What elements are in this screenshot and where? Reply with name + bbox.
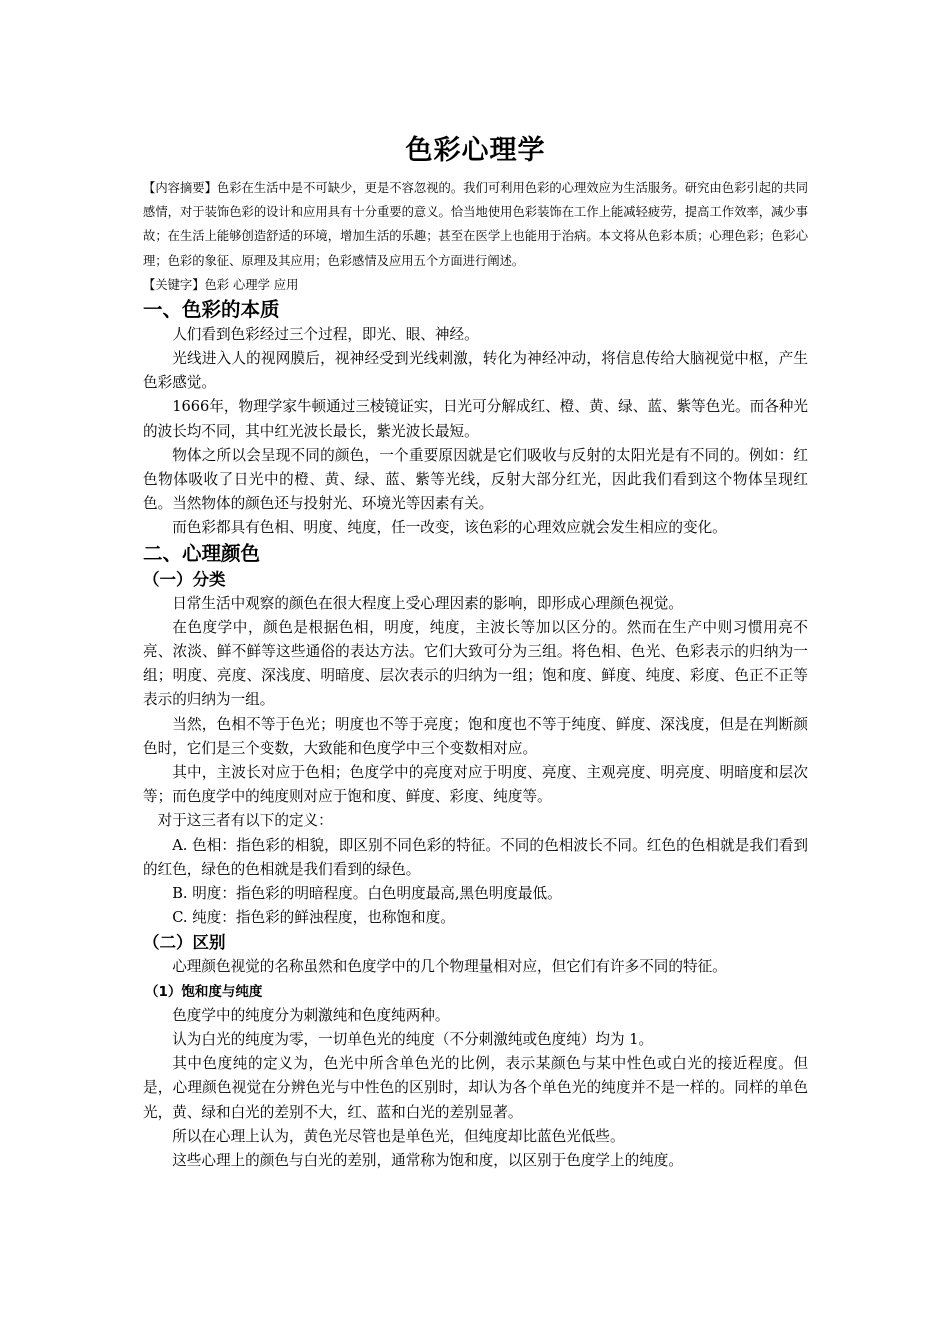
paragraph: 而色彩都具有色相、明度、纯度，任一改变，该色彩的心理效应就会发生相应的变化。 xyxy=(172,519,727,537)
keywords: 【关键字】色彩 心理学 应用 xyxy=(143,277,299,292)
paragraph: 其中，主波长对应于色相；色度学中的亮度对应于明度、亮度、主观亮度、明亮度、明暗度和层次等；而色度学中的纯度则对应于饱和度、鲜度、彩度、纯度等。 xyxy=(143,764,808,806)
paragraph: 心理颜色视觉的名称虽然和色度学中的几个物理量相对应，但它们有许多不同的特征。 xyxy=(172,958,727,976)
abstract: 【内容摘要】色彩在生活中是不可缺少，更是不容忽视的。我们可利用色彩的心理效应为生活服务。研究由色彩引起的共同感情，对于装饰色彩的设计和应用具有十分重要的意义。恰当地使用色彩装饰在工作上能减轻疲劳，提高工作效率，减少事故；在生活上能够创造舒适的环境，增加生活的乐趣；甚至在医学上也能用于治病。本文将从色彩本质；心理色彩；色彩心理；色彩的象征、原理及其应用；色彩感情及应用五个方面进行阐述。 xyxy=(143,181,808,268)
paragraph: 色度学中的纯度分为刺激纯和色度纯两种。 xyxy=(172,1006,450,1024)
section-heading: 二、心理颜色 xyxy=(143,541,261,565)
paragraph: 认为白光的纯度为零，一切单色光的纯度（不分刺激纯或色度纯）均为 1。 xyxy=(172,1030,654,1048)
section-heading: 一、色彩的本质 xyxy=(143,297,280,321)
subsection-heading: （二）区别 xyxy=(143,933,226,953)
paragraph: 物体之所以会呈现不同的颜色，一个重要原因就是它们吸收与反射的太阳光是有不同的。例如：红色物体吸收了日光中的橙、黄、绿、蓝、紫等光线，反射大部分红光，因此我们看到这个物体呈现红色。当然物体的颜色还与投射光、环境光等因素有关。 xyxy=(143,446,808,513)
document-title: 色彩心理学 xyxy=(405,135,546,166)
document-body xyxy=(143,126,808,1173)
paragraph: 在色度学中，颜色是根据色相，明度，纯度，主波长等加以区分的。然而在生产中则习惯用亮不亮、浓淡、鲜不鲜等这些通俗的表达方法。它们大致可分为三组。将色相、色光、色彩表示的归纳为一组；明度、亮度、深浅度、明暗度、层次表示的归纳为一组；饱和度、鲜度、纯度、彩度、色正不正等表示的归纳为一组。 xyxy=(143,618,808,709)
point-heading: （1）饱和度与纯度 xyxy=(145,983,263,1000)
subsection-heading: （一）分类 xyxy=(143,569,226,589)
paragraph: 其中色度纯的定义为，色光中所含单色光的比例，表示某颜色与某中性色或白光的接近程度。但是，心理颜色视觉在分辨色光与中性色的区别时，却认为各个单色光的纯度并不是一样的。同样的单色光，黄、绿和白光的差别不大，红、蓝和白光的差别显著。 xyxy=(143,1055,808,1121)
paragraph: 这些心理上的颜色与白光的差别，通常称为饱和度，以区别于色度学上的纯度。 xyxy=(172,1151,683,1169)
definition-item: B. 明度：指色彩的明暗程度。白色明度最高,黑色明度最低。 xyxy=(172,885,562,903)
paragraph: 1666年，物理学家牛顿通过三棱镜证实，日光可分解成红、橙、黄、绿、蓝、紫等色光。而各种光的波长均不同，其中红光波长最长，紫光波长最短。 xyxy=(143,398,808,440)
paragraph: 光线进入人的视网膜后，视神经受到光线刺激，转化为神经冲动，将信息传给大脑视觉中枢，产生色彩感觉。 xyxy=(143,350,808,392)
definition-item: A. 色相：指色彩的相貌，即区别不同色彩的特征。不同的色相波长不同。红色的色相就是我们看到的红色，绿色的色相就是我们看到的绿色。 xyxy=(143,836,808,878)
paragraph: 所以在心理上认为，黄色光尽管也是单色光，但纯度却比蓝色光低些。 xyxy=(172,1127,625,1145)
definitions-intro: 对于这三者有以下的定义： xyxy=(157,812,333,830)
paragraph: 日常生活中观察的颜色在很大程度上受心理因素的影响，即形成心理颜色视觉。 xyxy=(172,594,683,612)
paragraph: 当然，色相不等于色光；明度也不等于亮度；饱和度也不等于纯度、鲜度、深浅度，但是在判断颜色时，它们是三个变数，大致能和色度学中三个变数相对应。 xyxy=(143,715,808,757)
paragraph: 人们看到色彩经过三个过程，即光、眼、神经。 xyxy=(172,325,479,343)
definition-item: C. 纯度：指色彩的鲜浊程度，也称饱和度。 xyxy=(172,909,455,927)
